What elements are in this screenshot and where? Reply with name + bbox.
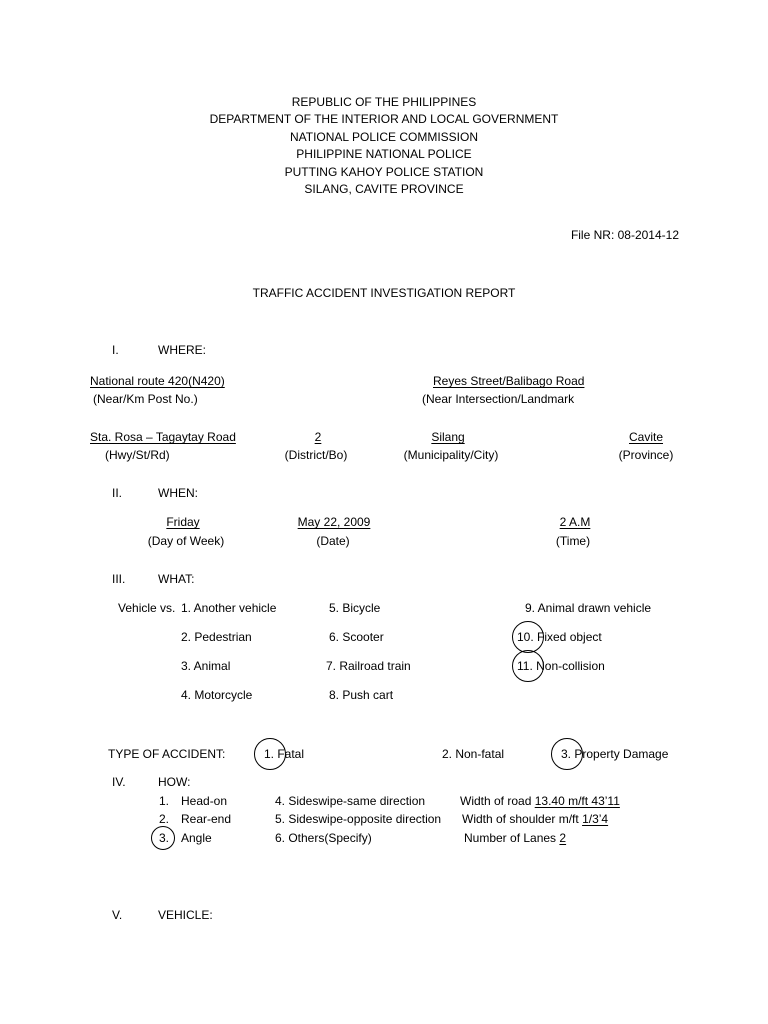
section-vehicle-label: VEHICLE: [158,908,213,922]
district-value: 2 [314,430,322,444]
section-what-number: III. [112,572,126,586]
section-how-number: IV. [112,775,126,789]
highway-caption: (Hwy/St/Rd) [105,448,170,462]
selection-circle-angle [151,826,175,850]
municipality-caption: (Municipality/City) [403,448,499,462]
what-option-motorcycle: 4. Motorcycle [181,688,253,702]
file-number: File NR: 08-2014-12 [570,228,679,242]
how-option-rear-end: Rear-end [181,812,232,826]
day-of-week-caption: (Day of Week) [147,534,225,548]
intersection-caption: (Near Intersection/Landmark [422,392,575,406]
how-option-sideswipe-opposite: 5. Sideswipe-opposite direction [275,812,442,826]
shoulder-width-label: Width of shoulder m/ft [462,812,579,826]
section-where-label: WHERE: [158,343,206,357]
accident-type-fatal: 1. Fatal [264,747,305,761]
highway-value: Sta. Rosa – Tagaytay Road [90,430,236,444]
what-option-non-collision: 11. Non-collision [517,659,605,673]
road-width-field [460,794,620,809]
header-line-pnp: PHILIPPINE NATIONAL POLICE [296,147,472,162]
what-option-animal: 3. Animal [181,659,231,673]
how-option-3-number: 3. [159,831,170,845]
how-option-1-number: 1. [159,794,170,808]
header-line-republic: REPUBLIC OF THE PHILIPPINES [291,95,477,109]
road-width-label: Width of road [460,794,532,808]
section-what-label: WHAT: [158,572,195,586]
selection-circle-non-collision [512,650,544,682]
section-when-number: II. [112,486,123,500]
time-value: 2 A.M [559,515,591,529]
accident-type-property-damage: 3. Property Damage [561,747,669,761]
lanes-label: Number of Lanes [464,831,557,845]
what-option-railroad-train: 7. Railroad train [326,659,411,673]
what-option-bicycle: 5. Bicycle [329,601,381,615]
how-option-2-number: 2. [159,812,170,826]
selection-circle-property-damage [551,738,583,770]
what-option-pedestrian: 2. Pedestrian [181,630,252,644]
what-option-another-vehicle: 1. Another vehicle [181,601,277,615]
shoulder-width-value: 1/3’4 [582,812,609,826]
what-option-animal-drawn: 9. Animal drawn vehicle [525,601,652,615]
district-caption: (District/Bo) [284,448,348,462]
accident-type-non-fatal: 2. Non-fatal [442,747,505,761]
what-option-scooter: 6. Scooter [329,630,384,644]
shoulder-width-field [462,812,608,827]
near-km-post-value: National route 420(N420) [90,374,225,388]
header-line-location: SILANG, CAVITE PROVINCE [304,182,464,197]
time-caption: (Time) [555,534,591,548]
selection-circle-fatal [254,738,286,770]
document-header [0,94,768,198]
section-vehicle-number: V. [112,908,123,922]
what-option-push-cart: 8. Push cart [329,688,394,702]
province-caption: (Province) [618,448,674,462]
accident-type-label: TYPE OF ACCIDENT: [108,747,226,761]
date-value: May 22, 2009 [297,515,371,529]
report-title: TRAFFIC ACCIDENT INVESTIGATION REPORT [252,286,516,300]
section-how-label: HOW: [158,775,191,789]
selection-circle-fixed-object [512,621,544,653]
how-option-others: 6. Others(Specify) [275,831,372,845]
how-option-head-on: Head-on [181,794,228,808]
lanes-field [464,831,566,846]
intersection-value: Reyes Street/Balibago Road [433,374,585,388]
section-when-label: WHEN: [158,486,198,500]
date-caption: (Date) [316,534,350,548]
near-km-post-caption: (Near/Km Post No.) [93,392,198,406]
header-line-station: PUTTING KAHOY POLICE STATION [284,164,484,179]
how-option-sideswipe-same: 4. Sideswipe-same direction [275,794,426,808]
province-value: Cavite [628,430,664,444]
what-option-fixed-object: 10. Fixed object [517,630,602,644]
lanes-value: 2 [559,831,567,845]
vehicle-vs-label: Vehicle vs. [118,601,176,615]
header-line-napolcom: NATIONAL POLICE COMMISSION [289,129,479,144]
how-option-angle: Angle [181,831,212,845]
day-of-week-value: Friday [166,515,200,529]
road-width-value: 13.40 m/ft 43’11 [534,794,620,808]
section-where-number: I. [112,343,119,357]
header-line-dilg: DEPARTMENT OF THE INTERIOR AND LOCAL GOVERNMENT [209,112,559,127]
municipality-value: Silang [431,430,465,444]
